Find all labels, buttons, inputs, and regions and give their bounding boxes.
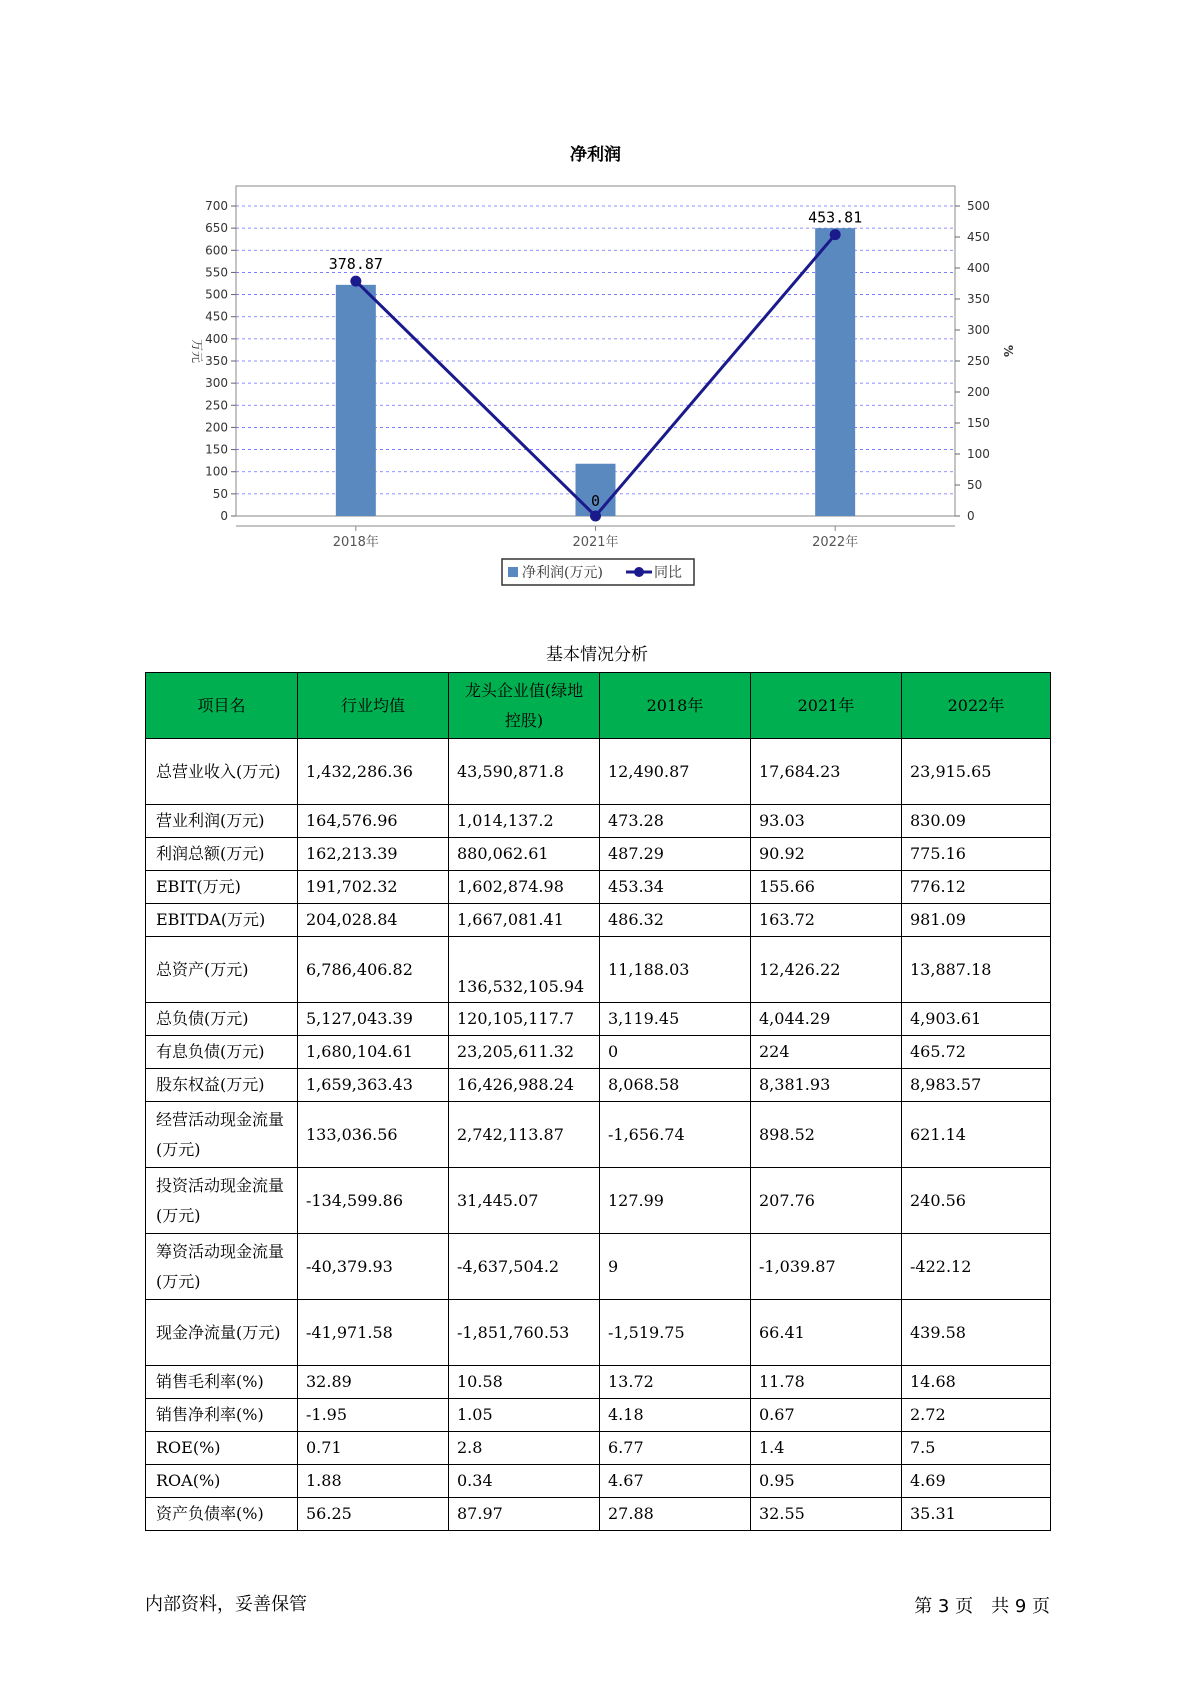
cell-leader-value: 0.34 bbox=[449, 1465, 600, 1498]
cell-item-name: 销售净利率(%) bbox=[146, 1399, 298, 1432]
cell-value-2018: 4.18 bbox=[600, 1399, 751, 1432]
cell-leader-value: 1,014,137.2 bbox=[449, 805, 600, 838]
cell-leader-value: 1,602,874.98 bbox=[449, 871, 600, 904]
y2-tick-label: 100 bbox=[967, 447, 990, 461]
y-tick-label: 500 bbox=[205, 287, 228, 302]
cell-value-2022: 4,903.61 bbox=[902, 1003, 1051, 1036]
y2-tick-label: 250 bbox=[967, 354, 990, 368]
cell-leader-value: 2.8 bbox=[449, 1432, 600, 1465]
cell-value-2022: 775.16 bbox=[902, 838, 1051, 871]
header-industry-average: 行业均值 bbox=[298, 673, 449, 739]
y2-tick-label: 400 bbox=[967, 261, 990, 275]
cell-value-2022: 14.68 bbox=[902, 1366, 1051, 1399]
cell-industry-average: 164,576.96 bbox=[298, 805, 449, 838]
cell-leader-value: 1,667,081.41 bbox=[449, 904, 600, 937]
table-row bbox=[146, 739, 1051, 805]
cell-value-2021: 8,381.93 bbox=[751, 1069, 902, 1102]
y-tick-label: 150 bbox=[205, 442, 228, 457]
cell-item-name: 现金净流量(万元) bbox=[146, 1300, 298, 1366]
cell-value-2022: -422.12 bbox=[902, 1234, 1051, 1300]
y2-tick-label: 450 bbox=[967, 230, 990, 244]
y2-tick-label: 350 bbox=[967, 292, 990, 306]
table-row bbox=[146, 1300, 1051, 1366]
cell-value-2022: 621.14 bbox=[902, 1102, 1051, 1168]
cell-value-2021: 4,044.29 bbox=[751, 1003, 902, 1036]
cell-item-name: 投资活动现金流量(万元) bbox=[146, 1168, 298, 1234]
cell-industry-average: -134,599.86 bbox=[298, 1168, 449, 1234]
cell-value-2018: 27.88 bbox=[600, 1498, 751, 1531]
table-row bbox=[146, 904, 1051, 937]
table-row bbox=[146, 1069, 1051, 1102]
cell-value-2022: 7.5 bbox=[902, 1432, 1051, 1465]
cell-value-2018: 486.32 bbox=[600, 904, 751, 937]
cell-value-2021: 66.41 bbox=[751, 1300, 902, 1366]
cell-value-2018: 3,119.45 bbox=[600, 1003, 751, 1036]
cell-value-2018: 127.99 bbox=[600, 1168, 751, 1234]
y2-tick-label: 300 bbox=[967, 323, 990, 337]
y-tick-label: 450 bbox=[205, 309, 228, 324]
cell-industry-average: 1.88 bbox=[298, 1465, 449, 1498]
cell-value-2021: 207.76 bbox=[751, 1168, 902, 1234]
legend-bar-swatch bbox=[508, 567, 518, 577]
legend-yoy-label: 同比 bbox=[654, 565, 682, 581]
table-row bbox=[146, 1498, 1051, 1531]
header-2022: 2022年 bbox=[902, 673, 1051, 739]
cell-value-2018: -1,519.75 bbox=[600, 1300, 751, 1366]
cell-value-2022: 23,915.65 bbox=[902, 739, 1051, 805]
y-tick-label: 600 bbox=[205, 243, 228, 258]
cell-leader-value: 1.05 bbox=[449, 1399, 600, 1432]
table-row bbox=[146, 1036, 1051, 1069]
basic-analysis-table bbox=[145, 672, 1051, 1531]
header-leader-value: 龙头企业值(绿地控股) bbox=[449, 673, 600, 739]
y2-tick-label: 500 bbox=[967, 199, 990, 213]
cell-value-2021: 1.4 bbox=[751, 1432, 902, 1465]
cell-value-2021: 12,426.22 bbox=[751, 937, 902, 1003]
cell-value-2021: 93.03 bbox=[751, 805, 902, 838]
cell-industry-average: 1,432,286.36 bbox=[298, 739, 449, 805]
y-tick-label: 50 bbox=[212, 486, 228, 501]
cell-industry-average: 6,786,406.82 bbox=[298, 937, 449, 1003]
cell-leader-value: 136,532,105.94 bbox=[449, 937, 600, 1003]
cell-item-name: 销售毛利率(%) bbox=[146, 1366, 298, 1399]
y-tick-label: 100 bbox=[205, 464, 228, 479]
cell-value-2018: 4.67 bbox=[600, 1465, 751, 1498]
y-tick-label: 200 bbox=[205, 420, 228, 435]
cell-item-name: EBIT(万元) bbox=[146, 871, 298, 904]
cell-value-2018: 11,188.03 bbox=[600, 937, 751, 1003]
footer-confidential-note: 内部资料，妥善保管 bbox=[145, 1594, 307, 1615]
cell-industry-average: 5,127,043.39 bbox=[298, 1003, 449, 1036]
data-label-yoy: 453.81 bbox=[808, 208, 863, 227]
cell-item-name: 总资产(万元) bbox=[146, 937, 298, 1003]
cell-industry-average: 133,036.56 bbox=[298, 1102, 449, 1168]
y-tick-label: 250 bbox=[205, 398, 228, 413]
header-2021: 2021年 bbox=[751, 673, 902, 739]
y-tick-label: 0 bbox=[220, 509, 228, 523]
cell-value-2022: 465.72 bbox=[902, 1036, 1051, 1069]
cell-item-name: 股东权益(万元) bbox=[146, 1069, 298, 1102]
table-row bbox=[146, 937, 1051, 1003]
y-tick-label: 300 bbox=[205, 376, 228, 391]
cell-value-2022: 439.58 bbox=[902, 1300, 1051, 1366]
cell-leader-value: 2,742,113.87 bbox=[449, 1102, 600, 1168]
cell-value-2022: 981.09 bbox=[902, 904, 1051, 937]
cell-leader-value: 120,105,117.7 bbox=[449, 1003, 600, 1036]
cell-value-2021: 90.92 bbox=[751, 838, 902, 871]
legend-line-marker bbox=[634, 567, 644, 577]
cell-industry-average: 162,213.39 bbox=[298, 838, 449, 871]
cell-value-2022: 35.31 bbox=[902, 1498, 1051, 1531]
table-row bbox=[146, 1234, 1051, 1300]
cell-value-2021: 163.72 bbox=[751, 904, 902, 937]
cell-industry-average: 32.89 bbox=[298, 1366, 449, 1399]
legend-net-profit-label: 净利润(万元) bbox=[522, 565, 603, 581]
cell-value-2018: 453.34 bbox=[600, 871, 751, 904]
point-yoy bbox=[830, 229, 841, 240]
data-label-yoy: 0 bbox=[590, 492, 601, 510]
cell-leader-value: -1,851,760.53 bbox=[449, 1300, 600, 1366]
cell-value-2021: 11.78 bbox=[751, 1366, 902, 1399]
cell-leader-value: 87.97 bbox=[449, 1498, 600, 1531]
cell-value-2022: 240.56 bbox=[902, 1168, 1051, 1234]
cell-leader-value: 31,445.07 bbox=[449, 1168, 600, 1234]
cell-value-2022: 8,983.57 bbox=[902, 1069, 1051, 1102]
table-row bbox=[146, 1399, 1051, 1432]
y-tick-label: 400 bbox=[205, 331, 228, 346]
cell-item-name: ROA(%) bbox=[146, 1465, 298, 1498]
point-yoy bbox=[350, 276, 361, 287]
table-row bbox=[146, 1465, 1051, 1498]
cell-value-2018: 13.72 bbox=[600, 1366, 751, 1399]
x-tick-label: 2021年 bbox=[572, 535, 619, 550]
footer-page-number: 第 3 页 共 9 页 bbox=[914, 1596, 1050, 1617]
y-tick-label: 350 bbox=[205, 354, 228, 368]
cell-leader-value: 23,205,611.32 bbox=[449, 1036, 600, 1069]
cell-item-name: 有息负债(万元) bbox=[146, 1036, 298, 1069]
cell-leader-value: 880,062.61 bbox=[449, 838, 600, 871]
cell-value-2018: -1,656.74 bbox=[600, 1102, 751, 1168]
bar-net-profit bbox=[336, 285, 376, 516]
y-tick-label: 650 bbox=[205, 221, 228, 236]
cell-value-2022: 776.12 bbox=[902, 871, 1051, 904]
table-row bbox=[146, 1102, 1051, 1168]
bar-net-profit bbox=[815, 228, 855, 516]
table-row bbox=[146, 838, 1051, 871]
x-tick-label: 2018年 bbox=[332, 535, 379, 550]
cell-industry-average: 204,028.84 bbox=[298, 904, 449, 937]
cell-leader-value: 10.58 bbox=[449, 1366, 600, 1399]
y-tick-label: 550 bbox=[205, 265, 228, 280]
cell-value-2018: 9 bbox=[600, 1234, 751, 1300]
cell-item-name: ROE(%) bbox=[146, 1432, 298, 1465]
cell-value-2018: 8,068.58 bbox=[600, 1069, 751, 1102]
cell-value-2021: 224 bbox=[751, 1036, 902, 1069]
cell-industry-average: 0.71 bbox=[298, 1432, 449, 1465]
cell-item-name: 总营业收入(万元) bbox=[146, 739, 298, 805]
cell-industry-average: 56.25 bbox=[298, 1498, 449, 1531]
table-caption: 基本情况分析 bbox=[546, 645, 648, 665]
chart-title: 净利润 bbox=[570, 145, 621, 165]
cell-value-2018: 0 bbox=[600, 1036, 751, 1069]
cell-value-2022: 830.09 bbox=[902, 805, 1051, 838]
cell-item-name: 经营活动现金流量(万元) bbox=[146, 1102, 298, 1168]
cell-value-2021: -1,039.87 bbox=[751, 1234, 902, 1300]
table-row bbox=[146, 805, 1051, 838]
header-2018: 2018年 bbox=[600, 673, 751, 739]
cell-value-2021: 32.55 bbox=[751, 1498, 902, 1531]
x-tick-label: 2022年 bbox=[812, 535, 859, 550]
cell-value-2021: 17,684.23 bbox=[751, 739, 902, 805]
table-body bbox=[146, 739, 1051, 1531]
cell-value-2021: 898.52 bbox=[751, 1102, 902, 1168]
table-row bbox=[146, 871, 1051, 904]
cell-value-2021: 0.95 bbox=[751, 1465, 902, 1498]
y-tick-label: 700 bbox=[205, 199, 228, 213]
cell-value-2022: 13,887.18 bbox=[902, 937, 1051, 1003]
cell-item-name: 利润总额(万元) bbox=[146, 838, 298, 871]
cell-value-2018: 473.28 bbox=[600, 805, 751, 838]
cell-value-2018: 12,490.87 bbox=[600, 739, 751, 805]
cell-item-name: 营业利润(万元) bbox=[146, 805, 298, 838]
y-axis-title: 万元 bbox=[190, 338, 204, 364]
cell-value-2022: 4.69 bbox=[902, 1465, 1051, 1498]
y2-axis-title: % bbox=[1001, 344, 1015, 358]
y2-tick-label: 50 bbox=[967, 478, 983, 492]
table-row bbox=[146, 1432, 1051, 1465]
cell-value-2021: 0.67 bbox=[751, 1399, 902, 1432]
cell-industry-average: -40,379.93 bbox=[298, 1234, 449, 1300]
table-header-row bbox=[146, 673, 1051, 739]
cell-industry-average: -41,971.58 bbox=[298, 1300, 449, 1366]
cell-leader-value: 43,590,871.8 bbox=[449, 739, 600, 805]
cell-industry-average: 191,702.32 bbox=[298, 871, 449, 904]
cell-value-2018: 6.77 bbox=[600, 1432, 751, 1465]
cell-item-name: EBITDA(万元) bbox=[146, 904, 298, 937]
header-item-name: 项目名 bbox=[146, 673, 298, 739]
cell-leader-value: -4,637,504.2 bbox=[449, 1234, 600, 1300]
data-label-yoy: 378.87 bbox=[328, 255, 383, 274]
table-row bbox=[146, 1003, 1051, 1036]
y2-tick-label: 150 bbox=[967, 416, 990, 430]
cell-value-2021: 155.66 bbox=[751, 871, 902, 904]
cell-industry-average: -1.95 bbox=[298, 1399, 449, 1432]
cell-item-name: 资产负债率(%) bbox=[146, 1498, 298, 1531]
cell-value-2018: 487.29 bbox=[600, 838, 751, 871]
net-profit-chart bbox=[0, 0, 1191, 600]
cell-industry-average: 1,659,363.43 bbox=[298, 1069, 449, 1102]
cell-value-2022: 2.72 bbox=[902, 1399, 1051, 1432]
table-row bbox=[146, 1168, 1051, 1234]
cell-industry-average: 1,680,104.61 bbox=[298, 1036, 449, 1069]
table-row bbox=[146, 1366, 1051, 1399]
cell-item-name: 筹资活动现金流量(万元) bbox=[146, 1234, 298, 1300]
cell-item-name: 总负债(万元) bbox=[146, 1003, 298, 1036]
y2-tick-label: 0 bbox=[967, 509, 975, 523]
y2-tick-label: 200 bbox=[967, 385, 990, 399]
point-yoy bbox=[590, 511, 601, 522]
cell-leader-value: 16,426,988.24 bbox=[449, 1069, 600, 1102]
